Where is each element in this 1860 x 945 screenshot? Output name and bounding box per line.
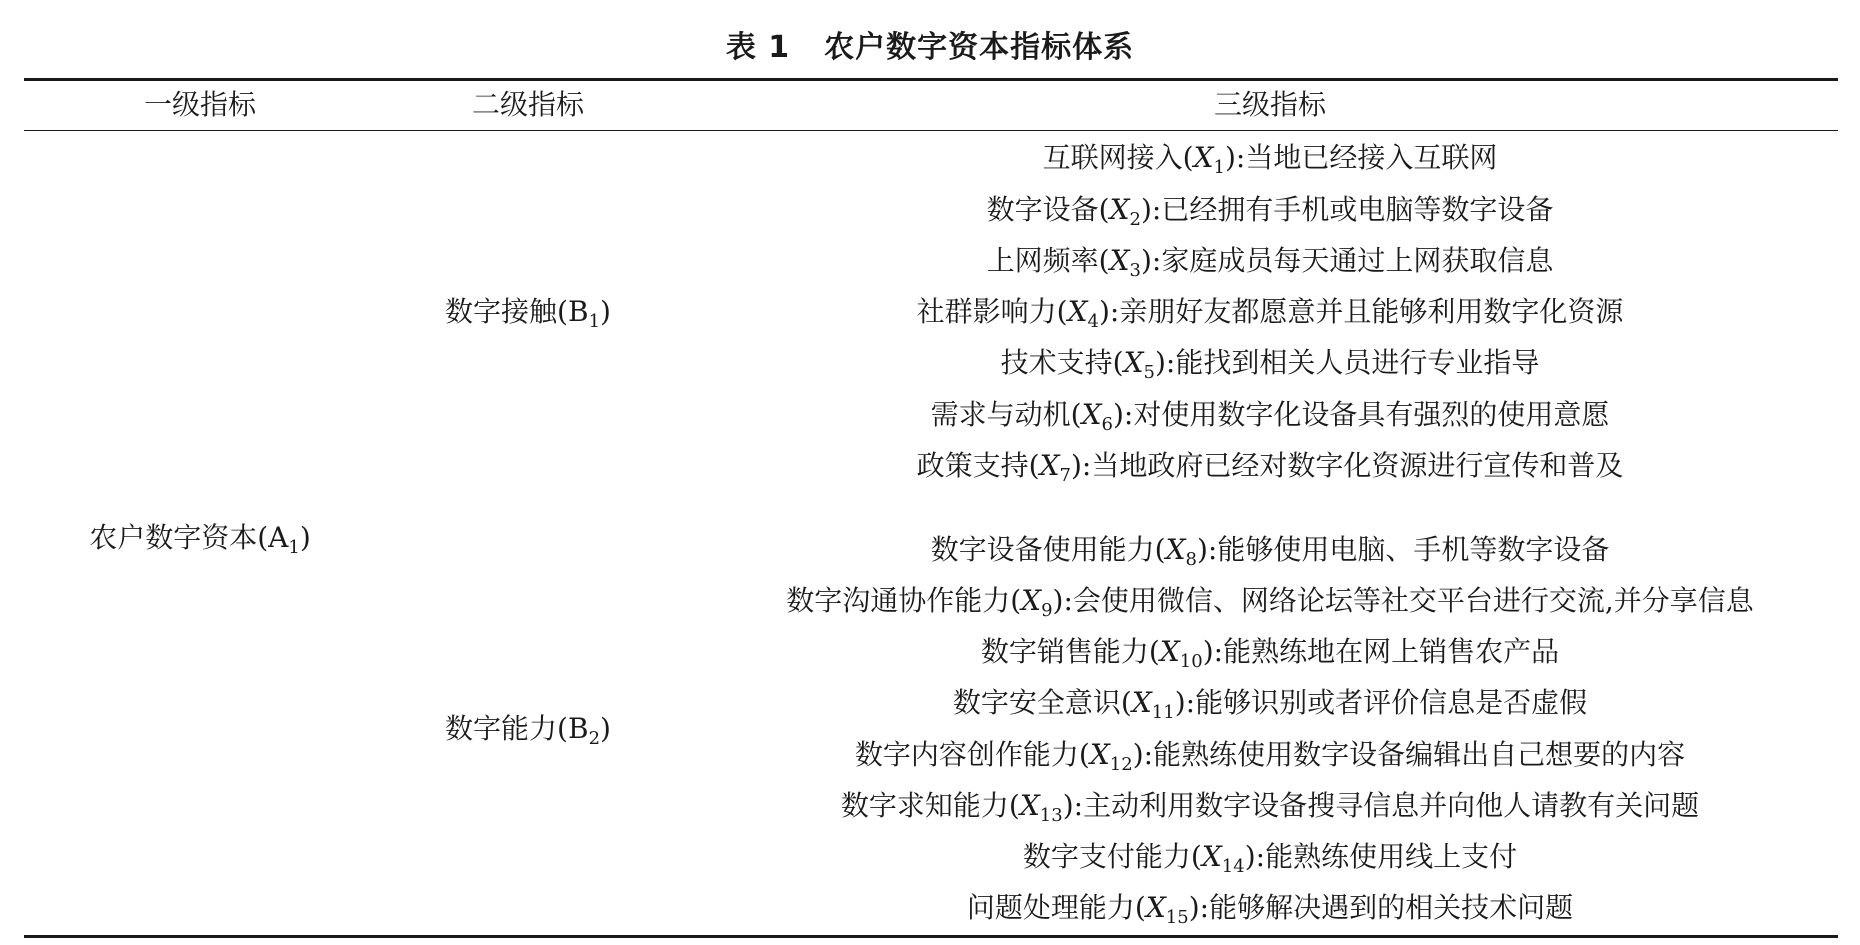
indicator-row: 数字安全意识$(X_{11})$:能够识别或者评价信息是否虚假 (952, 686, 1588, 723)
header-level1: 一级指标 (143, 88, 256, 121)
table-title: 农户数字资本指标体系 (824, 30, 1135, 65)
indicator-row: 数字设备$(X_2)$:已经拥有手机或电脑等数字设备 (986, 193, 1554, 230)
header-level2: 二级指标 (471, 88, 584, 121)
bottom-rule (24, 935, 1838, 938)
indicator-row: 互联网接入$(X_1)$:当地已经接入互联网 (1042, 141, 1498, 178)
level2-cell-digital-ability: 数字能力$(B_2)$ (445, 712, 611, 749)
table-caption (0, 22, 1860, 66)
header-level3: 三级指标 (1213, 88, 1326, 121)
header-rule (24, 130, 1838, 131)
indicator-row: 上网频率$(X_3)$:家庭成员每天通过上网获取信息 (986, 244, 1554, 281)
indicator-row: 数字沟通协作能力$(X_9)$:会使用微信、网络论坛等社交平台进行交流,并分享信息 (786, 584, 1754, 621)
indicator-row: 数字销售能力$(X_{10})$:能熟练地在网上销售农产品 (980, 635, 1560, 672)
indicator-row: 需求与动机$(X_6)$:对使用数字化设备具有强烈的使用意愿 (930, 398, 1610, 435)
level1-cell: 农户数字资本$(A_1)$ (89, 521, 311, 558)
indicator-row: 数字求知能力$(X_{13})$:主动利用数字设备搜寻信息并向他人请教有关问题 (840, 789, 1700, 826)
table-number: 表 1 (725, 30, 791, 65)
indicator-row: 问题处理能力$(X_{15})$:能够解决遇到的相关技术问题 (966, 891, 1574, 928)
top-rule (24, 78, 1838, 81)
level2-cell-digital-contact: 数字接触$(B_1)$ (445, 295, 611, 332)
indicator-row: 数字内容创作能力$(X_{12})$:能熟练使用数字设备编辑出自己想要的内容 (854, 738, 1686, 775)
indicator-row: 数字设备使用能力$(X_8)$:能够使用电脑、手机等数字设备 (930, 533, 1610, 570)
indicator-row: 技术支持$(X_5)$:能找到相关人员进行专业指导 (1000, 346, 1540, 383)
indicator-row: 数字支付能力$(X_{14})$:能熟练使用线上支付 (1022, 840, 1518, 877)
indicator-row: 社群影响力$(X_4)$:亲朋好友都愿意并且能够利用数字化资源 (916, 295, 1624, 332)
indicator-row: 政策支持$(X_7)$:当地政府已经对数字化资源进行宣传和普及 (916, 449, 1624, 486)
